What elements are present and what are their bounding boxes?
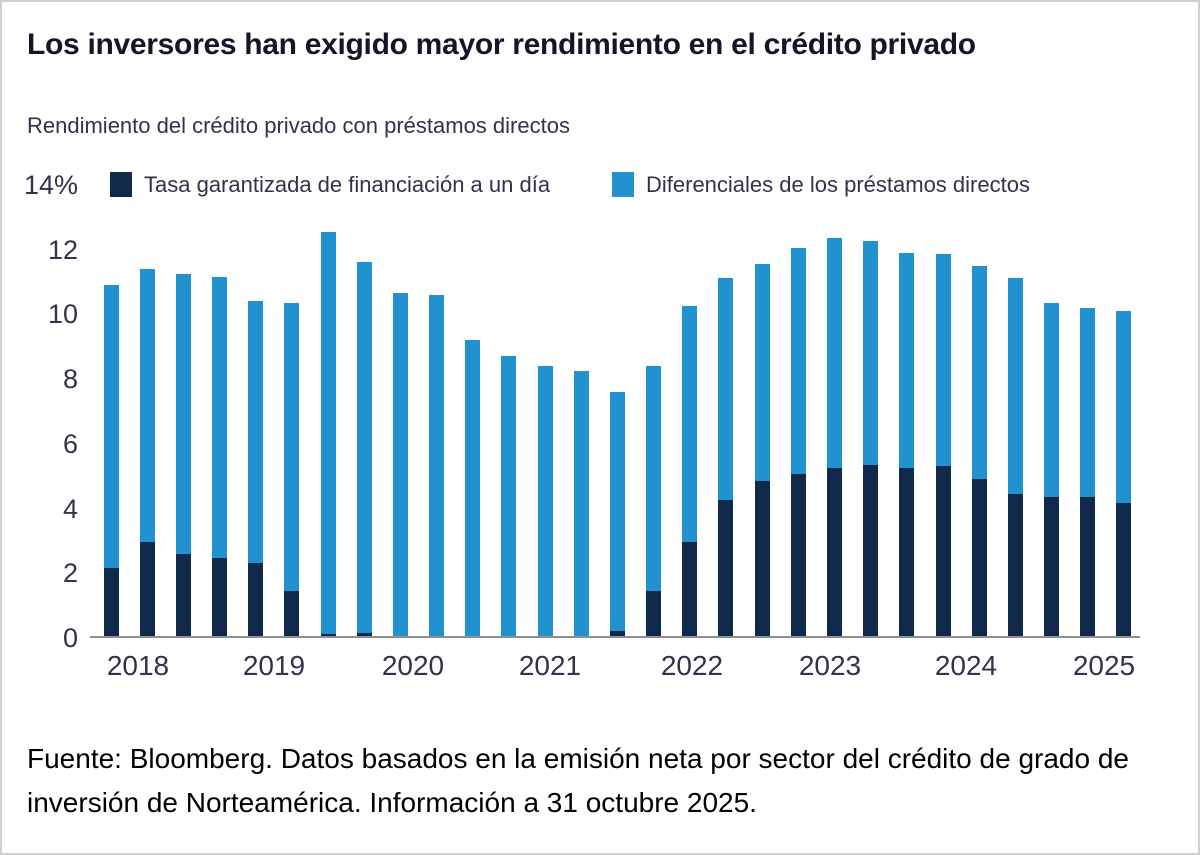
bar-segment-spread [465, 340, 480, 636]
bar-segment-spread [1080, 308, 1095, 497]
bar-segment-spread [104, 285, 119, 568]
bar-segment-sofr [248, 563, 263, 636]
x-axis-labels [90, 650, 1140, 690]
stacked-bar [574, 371, 589, 636]
bar-segment-spread [248, 301, 263, 563]
bar-segment-spread [610, 392, 625, 631]
stacked-bar [972, 266, 987, 636]
bar-segment-spread [1044, 303, 1059, 497]
legend-label-sofr: Tasa garantizada de financiación a un día [144, 171, 551, 197]
stacked-bar [176, 274, 191, 636]
stacked-bar [429, 295, 444, 636]
stacked-bar [755, 264, 770, 636]
bar-segment-spread [357, 262, 372, 632]
bar-segment-spread [1008, 278, 1023, 493]
y-tick-label: 6 [62, 428, 78, 459]
legend-label-spreads: Diferenciales de los préstamos directos [646, 171, 1030, 197]
x-tick-label: 2023 [798, 650, 862, 681]
bar-segment-sofr [212, 558, 227, 636]
bar-segment-spread [682, 306, 697, 542]
bar-segment-spread [501, 356, 516, 636]
bar-segment-sofr [1044, 497, 1059, 636]
x-tick-label: 2022 [660, 650, 724, 681]
bar-segment-spread [321, 232, 336, 635]
bar-segment-sofr [284, 591, 299, 636]
bar-segment-sofr [899, 468, 914, 636]
stacked-bar [538, 366, 553, 636]
stacked-bar [1080, 308, 1095, 636]
bar-segment-spread [212, 277, 227, 559]
stacked-bar [284, 303, 299, 636]
bar-segment-sofr [682, 542, 697, 636]
bar-segment-spread [755, 264, 770, 481]
bar-segment-spread [972, 266, 987, 480]
bar-segment-sofr [827, 468, 842, 636]
x-tick-label: 2024 [934, 650, 998, 681]
stacked-bar [791, 248, 806, 636]
y-tick-label: 12 [47, 234, 78, 265]
page-title: Los inversores han exigido mayor rendimiento en el crédito privado [27, 28, 976, 61]
x-tick-label: 2018 [106, 650, 170, 681]
stacked-bar [393, 293, 408, 636]
bar-segment-sofr [972, 479, 987, 636]
stacked-bar [465, 340, 480, 636]
stacked-bar [104, 285, 119, 636]
stacked-bar [936, 254, 951, 636]
bar-segment-spread [791, 248, 806, 475]
bar-segment-spread [718, 278, 733, 500]
bar-segment-sofr [755, 481, 770, 636]
y-tick-label: 10 [47, 299, 78, 330]
y-tick-label: 4 [62, 493, 78, 524]
stacked-bar [863, 241, 878, 636]
y-tick-label: 2 [62, 558, 78, 589]
bar-segment-spread [538, 366, 553, 636]
stacked-bar [248, 301, 263, 636]
bar-segment-spread [574, 371, 589, 636]
stacked-bar [212, 277, 227, 636]
bar-segment-sofr [104, 568, 119, 636]
stacked-bar [682, 306, 697, 636]
stacked-bar [357, 262, 372, 636]
stacked-bar [140, 269, 155, 636]
x-tick-label: 2020 [381, 650, 445, 681]
stacked-bar [646, 366, 661, 636]
bar-segment-spread [827, 238, 842, 468]
bar-segment-sofr [646, 591, 661, 636]
bar-segment-spread [393, 293, 408, 636]
bar-segment-spread [140, 269, 155, 542]
source-note: Fuente: Bloomberg. Datos basados en la emisión neta por sector del crédito de grado de inversión de Norteamérica. Información a 31 octubre 2025. [27, 743, 1129, 818]
bar-segment-spread [863, 241, 878, 464]
stacked-bar [1044, 303, 1059, 636]
stacked-bar [321, 232, 336, 636]
stacked-bar [899, 253, 914, 636]
x-tick-label: 2025 [1072, 650, 1136, 681]
bar-segment-sofr [863, 465, 878, 636]
stacked-bar [827, 238, 842, 636]
stacked-bar [610, 392, 625, 636]
stacked-bar [1008, 278, 1023, 636]
bar-segment-spread [646, 366, 661, 591]
bar-segment-sofr [718, 500, 733, 636]
x-tick-label: 2021 [518, 650, 582, 681]
bar-segment-spread [176, 274, 191, 554]
y-tick-label: 14% [23, 170, 78, 200]
bar-segment-sofr [176, 554, 191, 637]
y-tick-label: 8 [62, 364, 78, 395]
stacked-bar [718, 278, 733, 636]
bar-segment-spread [936, 254, 951, 466]
bar-segment-sofr [140, 542, 155, 636]
chart-subtitle: Rendimiento del crédito privado con préstamos directos [27, 113, 570, 138]
y-tick-label: 0 [62, 623, 78, 653]
bar-segment-sofr [1008, 494, 1023, 636]
y-axis-labels [2, 170, 78, 655]
plot-area [90, 185, 1140, 638]
stacked-bar [1116, 311, 1131, 636]
bar-segment-spread [429, 295, 444, 636]
bar-segment-sofr [791, 474, 806, 636]
bar-segment-sofr [610, 631, 625, 636]
bar-segment-sofr [936, 466, 951, 636]
bar-segment-spread [899, 253, 914, 468]
stacked-bar [501, 356, 516, 636]
bar-segment-sofr [1116, 503, 1131, 636]
bar-segment-sofr [357, 633, 372, 636]
bar-segment-sofr [321, 634, 336, 636]
bar-segment-spread [284, 303, 299, 591]
x-tick-label: 2019 [242, 650, 306, 681]
bar-segment-spread [1116, 311, 1131, 504]
bar-segment-sofr [1080, 497, 1095, 636]
